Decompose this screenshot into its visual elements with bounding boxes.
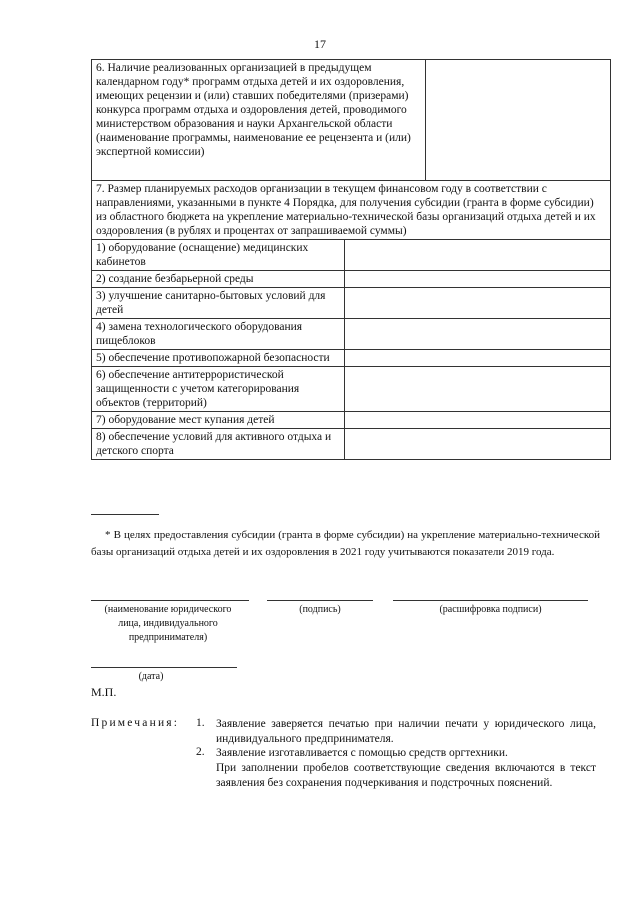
row-label: 6) обеспечение антитеррористической защищенности с учетом категорирования объектов (территорий) <box>92 367 345 412</box>
table-row <box>92 412 611 429</box>
stamp-label: М.П. <box>91 685 117 699</box>
row-value[interactable] <box>345 319 611 350</box>
table-row <box>92 429 611 460</box>
row-label: 2) создание безбарьерной среды <box>92 271 345 288</box>
decode-caption: (расшифровка подписи) <box>439 604 542 615</box>
row-value[interactable] <box>345 350 611 367</box>
note-text: Заявление изготавливается с помощью средств оргтехники. <box>216 747 508 759</box>
row-value[interactable] <box>345 288 611 319</box>
sign-caption: (подпись) <box>299 604 341 615</box>
note-extra-text: При заполнении пробелов соответствующие сведения включаются в текст заявления без сохранения подчеркивания и подстрочных пояснений. <box>216 762 596 789</box>
table-row <box>92 288 611 319</box>
name-caption: (наименование юридического лица, индивидуального предпринимателя) <box>104 604 232 643</box>
signature-line[interactable] <box>267 600 373 601</box>
row-label: 5) обеспечение противопожарной безопасности <box>92 350 345 367</box>
item6-label: 6. Наличие реализованных организацией в предыдущем календарном году* программ отдыха детей и их оздоровления, имеющих рецензии и (или) ставших победителями (призерами) конкурса программ отдыха и оздоровления детей, проводимого министерством образования и науки Архангельской области (наименование программы, наименование ее рецензента и (или) экспертной комиссии) <box>92 60 426 181</box>
date-line[interactable] <box>91 667 237 668</box>
footnote-divider <box>91 514 159 515</box>
row-value[interactable] <box>345 271 611 288</box>
table-row <box>92 319 611 350</box>
row-label: 4) замена технологического оборудования пищеблоков <box>92 319 345 350</box>
application-table <box>91 59 611 460</box>
item6-value[interactable] <box>426 60 611 181</box>
row-label: 7) оборудование мест купания детей <box>92 412 345 429</box>
note-number: 2. <box>196 746 205 758</box>
item6-row <box>92 60 611 181</box>
row-label: 3) улучшение санитарно-бытовых условий для детей <box>92 288 345 319</box>
date-caption: (дата) <box>138 671 164 682</box>
row-label: 1) оборудование (оснащение) медицинских кабинетов <box>92 240 345 271</box>
row-value[interactable] <box>345 367 611 412</box>
footnote: * В целях предоставления субсидии (гранта в форме субсидии) на укрепление материально-технической базы организаций отдыха детей и их оздоровления в 2021 году учитываются показатели 2019 года. <box>91 529 600 558</box>
item7-header-row <box>92 181 611 240</box>
row-value[interactable] <box>345 429 611 460</box>
item7-header: 7. Размер планируемых расходов организации в текущем финансовом году в соответствии с направлениями, указанными в пункте 4 Порядка, для получения субсидии (гранта в форме субсидии) из областного бюджета на укрепление материально-технической базы организаций отдыха детей и их оздоровления (в рублях и процентах от запрашиваемой суммы) <box>92 181 611 240</box>
note-number: 1. <box>196 717 205 729</box>
table-row <box>92 240 611 271</box>
table-row <box>92 367 611 412</box>
row-value[interactable] <box>345 240 611 271</box>
table-row <box>92 350 611 367</box>
page-number: 17 <box>314 37 326 51</box>
row-label: 8) обеспечение условий для активного отдыха и детского спорта <box>92 429 345 460</box>
note-text: Заявление заверяется печатью при наличии печати у юридического лица, индивидуального предпринимателя. <box>216 718 596 745</box>
table-row <box>92 271 611 288</box>
row-value[interactable] <box>345 412 611 429</box>
notes-heading: Примечания: <box>91 717 180 729</box>
name-signature-line[interactable] <box>91 600 249 601</box>
decode-signature-line[interactable] <box>393 600 588 601</box>
